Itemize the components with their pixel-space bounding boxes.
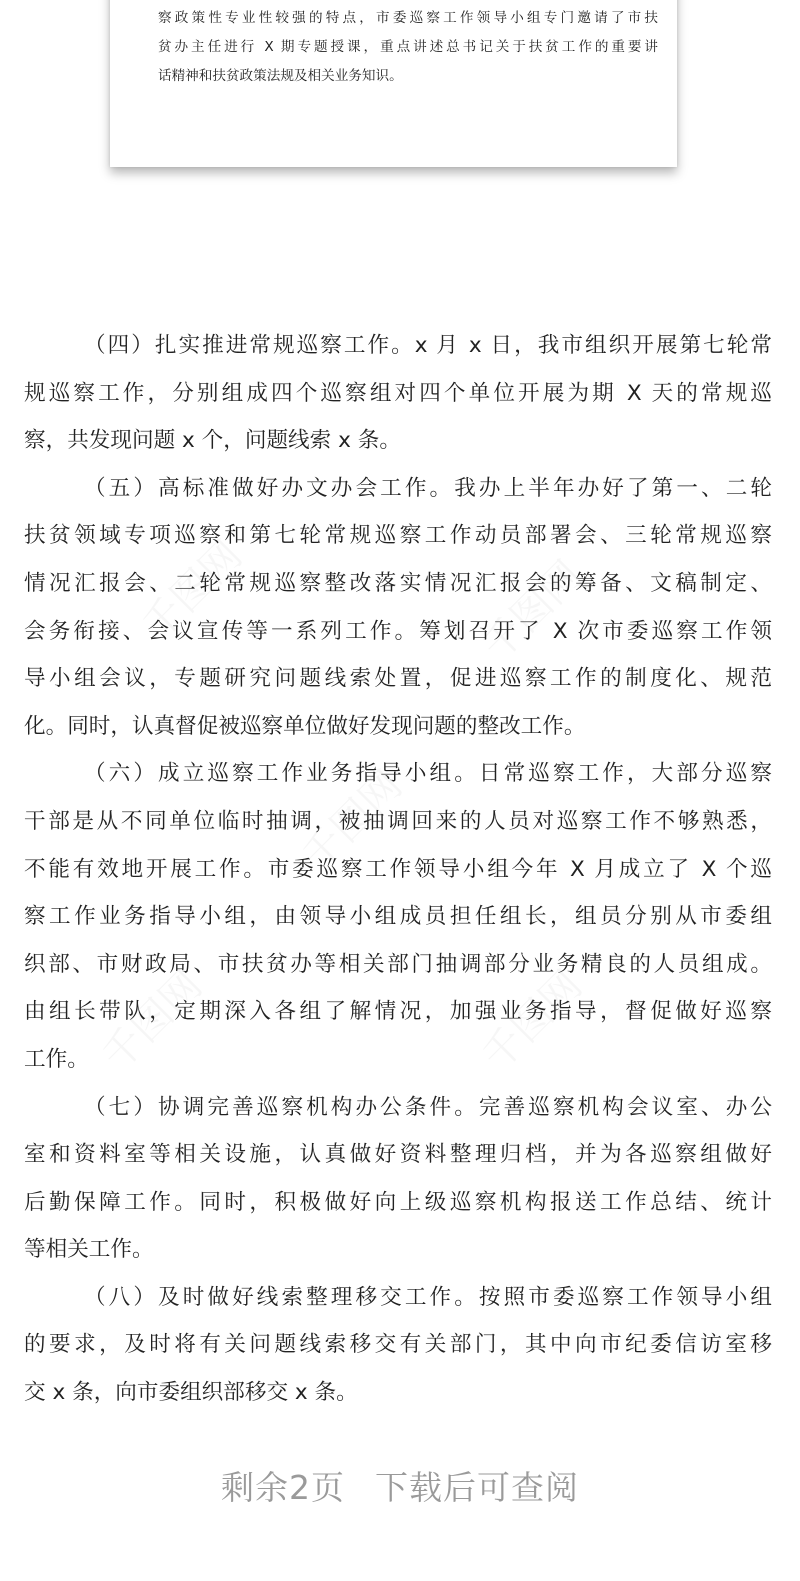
- text-line: 会务衔接、会议宣传等一系列工作。筹划召开了 X 次市委巡察工作领: [24, 618, 772, 644]
- text-line: 干部是从不同单位临时抽调，被抽调回来的人员对巡察工作不够熟悉，: [24, 808, 772, 834]
- text-line: 情况汇报会、二轮常规巡察整改落实情况汇报会的筹备、文稿制定、: [24, 570, 772, 596]
- text-line: 化。同时，认真督促被巡察单位做好发现问题的整改工作。: [24, 713, 586, 739]
- remaining-pages-label: 剩余2页: [221, 1468, 345, 1507]
- card-line: 话精神和扶贫政策法规及相关业务知识。: [158, 68, 403, 84]
- text-line: 室和资料室等相关设施，认真做好资料整理归档，并为各巡察组做好: [24, 1142, 772, 1168]
- text-line: 规巡察工作，分别组成四个巡察组对四个单位开展为期 X 天的常规巡: [24, 380, 772, 406]
- paragraph-8: [24, 1274, 772, 1417]
- text-line: 由组长带队，定期深入各组了解情况，加强业务指导，督促做好巡察: [24, 999, 772, 1025]
- text-line: 等相关工作。: [24, 1237, 154, 1263]
- preview-page-card: [110, 0, 677, 167]
- text-line: 不能有效地开展工作。市委巡察工作领导小组今年 X 月成立了 X 个巡: [24, 856, 772, 882]
- paragraph-4: [24, 322, 772, 465]
- text-line: 的要求，及时将有关问题线索移交有关部门，其中向市纪委信访室移: [24, 1332, 772, 1358]
- remaining-pages-notice[interactable]: [0, 1462, 800, 1509]
- text-line: 后勤保障工作。同时，积极做好向上级巡察机构报送工作总结、统计: [24, 1189, 772, 1215]
- text-line: （六）成立巡察工作业务指导小组。日常巡察工作，大部分巡察: [84, 761, 772, 787]
- text-line: 工作。: [24, 1046, 89, 1072]
- card-line: 察政策性专业性较强的特点，市委巡察工作领导小组专门邀请了市扶: [158, 10, 658, 26]
- paragraph-6: [24, 750, 772, 1083]
- text-line: 织部、市财政局、市扶贫办等相关部门抽调部分业务精良的人员组成。: [24, 951, 772, 977]
- text-line: 导小组会议，专题研究问题线索处置，促进巡察工作的制度化、规范: [24, 666, 772, 692]
- paragraph-7: [24, 1084, 772, 1274]
- text-line: 察工作业务指导小组，由领导小组成员担任组长，组员分别从市委组: [24, 904, 772, 930]
- document-body: [24, 322, 772, 1417]
- paragraph-5: [24, 465, 772, 751]
- text-line: 察，共发现问题 x 个，问题线索 x 条。: [24, 428, 401, 454]
- text-line: 扶贫领域专项巡察和第七轮常规巡察工作动员部署会、三轮常规巡察: [24, 523, 772, 549]
- text-line: （五）高标准做好办文办会工作。我办上半年办好了第一、二轮: [84, 475, 772, 501]
- download-to-view-label: 下载后可查阅: [375, 1468, 579, 1507]
- card-line: 贫办主任进行 X 期专题授课，重点讲述总书记关于扶贫工作的重要讲: [158, 39, 658, 55]
- text-line: 交 x 条，向市委组织部移交 x 条。: [24, 1380, 358, 1406]
- text-line: （四）扎实推进常规巡察工作。x 月 x 日，我市组织开展第七轮常: [84, 333, 772, 358]
- text-line: （八）及时做好线索整理移交工作。按照市委巡察工作领导小组: [84, 1284, 772, 1310]
- text-line: （七）协调完善巡察机构办公条件。完善巡察机构会议室、办公: [84, 1094, 772, 1120]
- card-text: [158, 4, 658, 91]
